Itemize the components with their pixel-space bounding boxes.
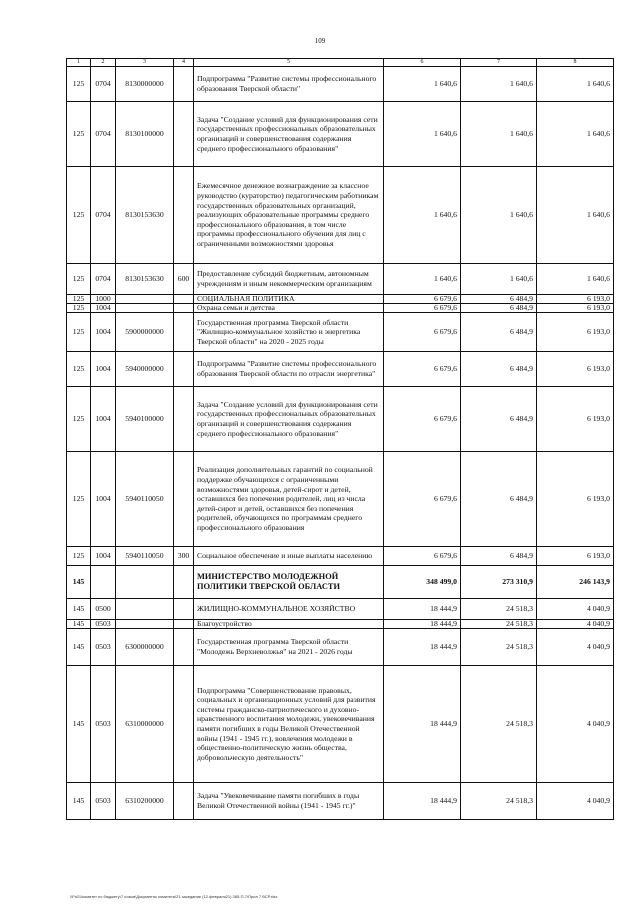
target-article-code: 8130100000 xyxy=(116,102,174,167)
expense-type-code xyxy=(174,352,194,387)
ministry-code: 145 xyxy=(67,629,91,666)
table-row xyxy=(67,387,614,452)
ministry-code: 125 xyxy=(67,295,91,304)
ministry-code: 125 xyxy=(67,313,91,352)
amount-year-1: 6 679,6 xyxy=(384,352,461,387)
table-row xyxy=(67,304,614,313)
item-name: Ежемесячное денежное вознаграждение за классное руководство (кураторство) педагогическим работникам государственных образовательных организаций, реализующих образовательные программы среднего профессионального образования, в том числе программы профессионального обучения для лиц с ограниченными возможностями здоровья xyxy=(194,167,384,264)
ministry-code: 125 xyxy=(67,167,91,264)
target-article-code: 6310000000 xyxy=(116,666,174,783)
amount-year-2: 6 484,9 xyxy=(461,547,537,566)
section-code: 0503 xyxy=(91,666,116,783)
section-code: 1004 xyxy=(91,547,116,566)
amount-year-2: 6 484,9 xyxy=(461,452,537,547)
table-row xyxy=(67,313,614,352)
table-row xyxy=(67,452,614,547)
column-number: 4 xyxy=(174,59,194,67)
section-code: 0704 xyxy=(91,67,116,102)
amount-year-1: 1 640,6 xyxy=(384,167,461,264)
amount-year-2: 24 518,3 xyxy=(461,629,537,666)
section-code: 1004 xyxy=(91,452,116,547)
expense-type-code: 600 xyxy=(174,264,194,295)
expense-type-code: 300 xyxy=(174,547,194,566)
table-row xyxy=(67,295,614,304)
amount-year-1: 18 444,9 xyxy=(384,783,461,820)
column-number: 8 xyxy=(537,59,614,67)
item-name: Задача "Увековечивание памяти погибших в годы Великой Отечественной войны (1941 - 1945 гг.)" xyxy=(194,783,384,820)
target-article-code xyxy=(116,566,174,599)
item-name: Задача "Создание условий для функционирования сети государственных профессиональных образовательных организаций и совершенствования содержания среднего профессионального образования" xyxy=(194,102,384,167)
section-code: 1004 xyxy=(91,313,116,352)
amount-year-2: 6 484,9 xyxy=(461,387,537,452)
amount-year-2: 6 484,9 xyxy=(461,352,537,387)
page-number: 109 xyxy=(314,37,326,45)
table-row xyxy=(67,783,614,820)
column-number: 5 xyxy=(194,59,384,67)
section-code: 1004 xyxy=(91,304,116,313)
ministry-code: 145 xyxy=(67,620,91,629)
amount-year-1: 1 640,6 xyxy=(384,67,461,102)
item-name: Подпрограмма "Развитие системы профессионального образования Тверской области" xyxy=(194,67,384,102)
amount-year-2: 6 484,9 xyxy=(461,295,537,304)
amount-year-1: 18 444,9 xyxy=(384,620,461,629)
expense-type-code xyxy=(174,167,194,264)
item-name: ЖИЛИЩНО-КОММУНАЛЬНОЕ ХОЗЯЙСТВО xyxy=(194,599,384,620)
item-name: Государственная программа Тверской области "Молодежь Верхневолжья" на 2021 - 2026 годы xyxy=(194,629,384,666)
target-article-code xyxy=(116,304,174,313)
amount-year-3: 1 640,6 xyxy=(537,167,614,264)
amount-year-2: 6 484,9 xyxy=(461,304,537,313)
amount-year-3: 4 040,9 xyxy=(537,783,614,820)
amount-year-3: 6 193,0 xyxy=(537,387,614,452)
amount-year-3: 4 040,9 xyxy=(537,620,614,629)
item-name: СОЦИАЛЬНАЯ ПОЛИТИКА xyxy=(194,295,384,304)
table-row xyxy=(67,264,614,295)
expense-type-code xyxy=(174,313,194,352)
target-article-code: 5940100000 xyxy=(116,387,174,452)
expense-type-code xyxy=(174,387,194,452)
table-row xyxy=(67,629,614,666)
target-article-code: 5940000000 xyxy=(116,352,174,387)
section-code xyxy=(91,566,116,599)
item-name: Подпрограмма "Развитие системы профессионального образования Тверской области по отрасли энергетика" xyxy=(194,352,384,387)
amount-year-2: 24 518,3 xyxy=(461,599,537,620)
amount-year-2: 24 518,3 xyxy=(461,783,537,820)
column-number: 1 xyxy=(67,59,91,67)
target-article-code: 8130000000 xyxy=(116,67,174,102)
table-row xyxy=(67,666,614,783)
amount-year-3: 1 640,6 xyxy=(537,264,614,295)
section-code: 0500 xyxy=(91,599,116,620)
amount-year-1: 6 679,6 xyxy=(384,295,461,304)
amount-year-3: 6 193,0 xyxy=(537,313,614,352)
column-number: 3 xyxy=(116,59,174,67)
amount-year-1: 18 444,9 xyxy=(384,629,461,666)
ministry-code: 125 xyxy=(67,102,91,167)
section-code: 0503 xyxy=(91,783,116,820)
amount-year-3: 6 193,0 xyxy=(537,352,614,387)
column-number: 7 xyxy=(461,59,537,67)
expense-type-code xyxy=(174,566,194,599)
table-header-row xyxy=(67,59,614,67)
amount-year-2: 273 310,9 xyxy=(461,566,537,599)
budget-table xyxy=(66,58,614,820)
ministry-code: 125 xyxy=(67,452,91,547)
amount-year-1: 1 640,6 xyxy=(384,264,461,295)
section-code: 1004 xyxy=(91,387,116,452)
section-code: 0704 xyxy=(91,167,116,264)
file-path-footer: \\Fs01\комитет по бюджету\7 созыв\Документы комитета\21 заседание (12.февраля21) 385-П-7\Прил 7 ВСР.xlsx xyxy=(70,894,278,899)
amount-year-3: 6 193,0 xyxy=(537,304,614,313)
section-code: 1000 xyxy=(91,295,116,304)
item-name: Реализация дополнительных гарантий по социальной поддержке обучающихся с ограниченными возможностями здоровья, детей-сирот и детей, оставшихся без попечения родителей, лиц из числа детей-сирот и детей, оставшихся без попечения родителей, обучающихся по программам среднего профессионального образования xyxy=(194,452,384,547)
amount-year-1: 1 640,6 xyxy=(384,102,461,167)
target-article-code xyxy=(116,620,174,629)
amount-year-3: 4 040,9 xyxy=(537,599,614,620)
table-row xyxy=(67,566,614,599)
target-article-code: 8130153630 xyxy=(116,264,174,295)
amount-year-2: 1 640,6 xyxy=(461,264,537,295)
target-article-code: 5940110050 xyxy=(116,452,174,547)
item-name: Предоставление субсидий бюджетным, автономным учреждениям и иным некоммерческим организациям xyxy=(194,264,384,295)
ministry-code: 145 xyxy=(67,599,91,620)
amount-year-2: 1 640,6 xyxy=(461,167,537,264)
section-code: 0503 xyxy=(91,620,116,629)
target-article-code: 8130153630 xyxy=(116,167,174,264)
table-row xyxy=(67,102,614,167)
section-code: 1004 xyxy=(91,352,116,387)
section-code: 0503 xyxy=(91,629,116,666)
amount-year-1: 18 444,9 xyxy=(384,599,461,620)
column-number: 2 xyxy=(91,59,116,67)
table-row xyxy=(67,547,614,566)
table-row xyxy=(67,620,614,629)
amount-year-3: 6 193,0 xyxy=(537,295,614,304)
target-article-code: 6310200000 xyxy=(116,783,174,820)
amount-year-3: 4 040,9 xyxy=(537,629,614,666)
ministry-code: 125 xyxy=(67,387,91,452)
item-name: Охрана семьи и детства xyxy=(194,304,384,313)
expense-type-code xyxy=(174,629,194,666)
amount-year-1: 6 679,6 xyxy=(384,313,461,352)
amount-year-1: 6 679,6 xyxy=(384,452,461,547)
expense-type-code xyxy=(174,666,194,783)
target-article-code: 5940110050 xyxy=(116,547,174,566)
amount-year-1: 348 499,0 xyxy=(384,566,461,599)
item-name: Благоустройство xyxy=(194,620,384,629)
amount-year-2: 6 484,9 xyxy=(461,313,537,352)
amount-year-3: 4 040,9 xyxy=(537,666,614,783)
item-name: Государственная программа Тверской области "Жилищно-коммунальное хозяйство и энергетика Тверской области" на 2020 - 2025 годы xyxy=(194,313,384,352)
expense-type-code xyxy=(174,620,194,629)
section-code: 0704 xyxy=(91,264,116,295)
ministry-code: 145 xyxy=(67,566,91,599)
target-article-code xyxy=(116,295,174,304)
expense-type-code xyxy=(174,67,194,102)
ministry-code: 125 xyxy=(67,264,91,295)
amount-year-3: 6 193,0 xyxy=(537,547,614,566)
table-row xyxy=(67,352,614,387)
amount-year-1: 6 679,6 xyxy=(384,387,461,452)
amount-year-2: 1 640,6 xyxy=(461,67,537,102)
table-row xyxy=(67,67,614,102)
amount-year-3: 1 640,6 xyxy=(537,67,614,102)
expense-type-code xyxy=(174,102,194,167)
section-code: 0704 xyxy=(91,102,116,167)
table-row xyxy=(67,599,614,620)
expense-type-code xyxy=(174,452,194,547)
amount-year-3: 246 143,9 xyxy=(537,566,614,599)
amount-year-1: 6 679,6 xyxy=(384,547,461,566)
table-row xyxy=(67,167,614,264)
expense-type-code xyxy=(174,599,194,620)
amount-year-1: 6 679,6 xyxy=(384,304,461,313)
item-name: МИНИСТЕРСТВО МОЛОДЕЖНОЙ ПОЛИТИКИ ТВЕРСКОЙ ОБЛАСТИ xyxy=(194,566,384,599)
amount-year-2: 24 518,3 xyxy=(461,666,537,783)
amount-year-2: 1 640,6 xyxy=(461,102,537,167)
amount-year-2: 24 518,3 xyxy=(461,620,537,629)
amount-year-1: 18 444,9 xyxy=(384,666,461,783)
expense-type-code xyxy=(174,304,194,313)
amount-year-3: 6 193,0 xyxy=(537,452,614,547)
expense-type-code xyxy=(174,295,194,304)
target-article-code: 6300000000 xyxy=(116,629,174,666)
ministry-code: 125 xyxy=(67,547,91,566)
item-name: Задача "Создание условий для функционирования сети государственных профессиональных образовательных организаций и совершенствования содержания среднего профессионального образования" xyxy=(194,387,384,452)
column-number: 6 xyxy=(384,59,461,67)
target-article-code xyxy=(116,599,174,620)
amount-year-3: 1 640,6 xyxy=(537,102,614,167)
ministry-code: 125 xyxy=(67,352,91,387)
ministry-code: 125 xyxy=(67,304,91,313)
item-name: Подпрограмма "Совершенствование правовых, социальных и организационных условий для развития системы гражданско-патриотического и духовно-нравственного воспитания молодежи, увековечивания памяти погибших в годы Великой Отечественной войны (1941 - 1945 гг.), вовлечения молодежи в общественно-политическую жизнь общества, добровольческую деятельность" xyxy=(194,666,384,783)
item-name: Социальное обеспечение и иные выплаты населению xyxy=(194,547,384,566)
ministry-code: 125 xyxy=(67,67,91,102)
ministry-code: 145 xyxy=(67,783,91,820)
expense-type-code xyxy=(174,783,194,820)
target-article-code: 5900000000 xyxy=(116,313,174,352)
ministry-code: 145 xyxy=(67,666,91,783)
